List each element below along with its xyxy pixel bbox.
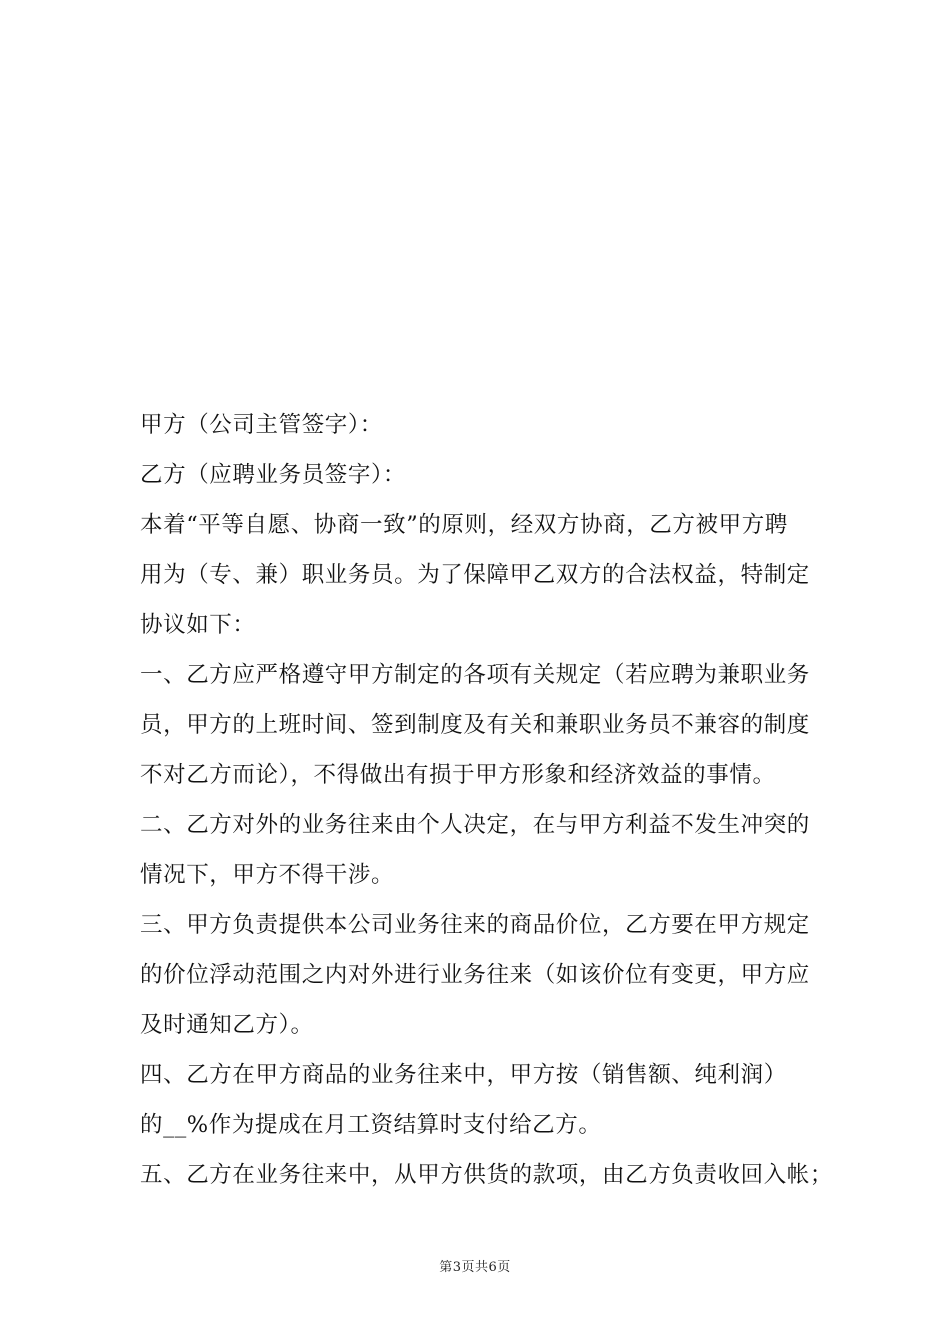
text-line: 情况下，甲方不得干涉。	[140, 862, 395, 888]
document-body	[140, 400, 834, 1200]
page-number-footer: 第3页共6页	[439, 1260, 511, 1275]
clause-3-line: 三、甲方负责提供本公司业务往来的商品价位，乙方要在甲方规定	[140, 912, 810, 938]
text-line: 本着“平等自愿、协商一致”的原则，经双方协商，乙方被甲方聘	[140, 512, 788, 538]
clause-1-line: 一、乙方应严格遵守甲方制定的各项有关规定（若应聘为兼职业务	[140, 662, 810, 688]
text-line: 不对乙方而论），不得做出有损于甲方形象和经济效益的事情。	[140, 762, 776, 788]
clause-2-line: 二、乙方对外的业务往来由个人决定，在与甲方利益不发生冲突的	[140, 812, 810, 838]
text-line: 协议如下：	[140, 612, 256, 638]
text-line: 用为（专、兼）职业务员。为了保障甲乙双方的合法权益，特制定	[140, 562, 810, 588]
party-a-line: 甲方（公司主管签字）：	[140, 412, 383, 438]
text-line: 的价位浮动范围之内对外进行业务往来（如该价位有变更，甲方应	[140, 962, 810, 988]
clause-5-line: 五、乙方在业务往来中，从甲方供货的款项，由乙方负责收回入帐；	[140, 1162, 834, 1188]
party-b-line: 乙方（应聘业务员签字）：	[140, 462, 406, 488]
text-line: 的__%作为提成在月工资结算时支付给乙方。	[140, 1112, 602, 1138]
clause-4-line: 四、乙方在甲方商品的业务往来中，甲方按（销售额、纯利润）	[140, 1062, 787, 1088]
text-line: 员，甲方的上班时间、签到制度及有关和兼职业务员不兼容的制度	[140, 712, 810, 738]
text-line: 及时通知乙方）。	[140, 1012, 314, 1038]
